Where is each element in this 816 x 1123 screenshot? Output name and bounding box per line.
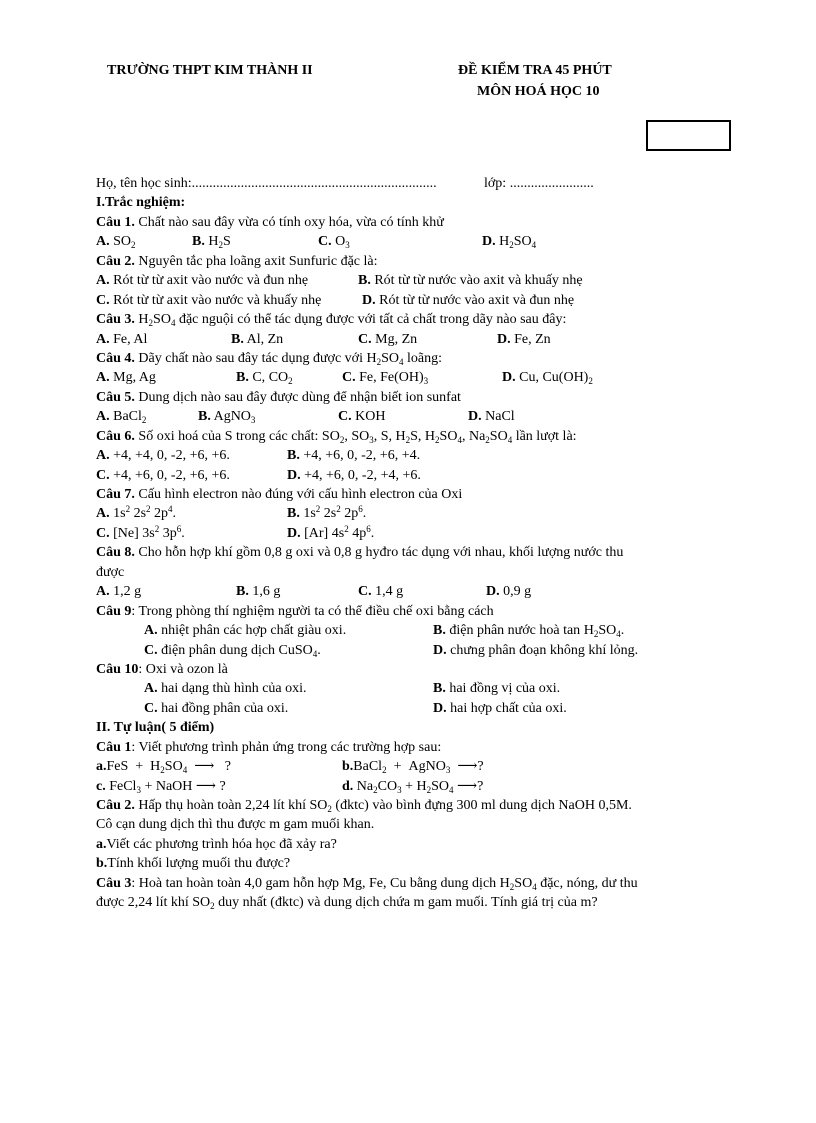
- q2-option-d: D. Rót từ từ nước vào axit và đun nhẹ: [362, 292, 575, 308]
- q4-options: [96, 368, 736, 387]
- q9-options-cd: [96, 641, 736, 660]
- q4-option-a: A. Mg, Ag: [96, 370, 156, 386]
- q4-option-c: C. Fe, $Fe(OH)_3$: [342, 370, 429, 387]
- student-info-line: [96, 174, 736, 193]
- essay-1-reactions-ab: [96, 757, 736, 776]
- name-blank: ......................................................................: [191, 176, 437, 191]
- q3-options: [96, 330, 736, 349]
- q1-option-c: C. $O_3$: [318, 234, 350, 251]
- question-2: Câu 2. Nguyên tắc pha loãng axit Sunfuric đặc là:: [96, 253, 378, 269]
- q5-option-b: B. AgNO$_3$: [198, 409, 256, 426]
- q6-option-d: D. +4, +6, 0, -2, +4, +6.: [287, 467, 421, 483]
- q6-options-cd: [96, 466, 736, 485]
- q1-label: Câu 1.: [96, 214, 135, 230]
- q4-option-b: B. C, $CO_2$: [236, 370, 293, 387]
- q5-option-c: C. KOH: [338, 409, 386, 425]
- reaction-a: $a.FeS + H_2SO_4$ ⟶ ?: [96, 759, 231, 776]
- q6-options-ab: [96, 446, 736, 465]
- essay-2-line2: Cô cạn dung dịch thì thu được m gam muối khan.: [96, 817, 375, 833]
- q9-option-d: D. chưng phân đoạn không khí lỏng.: [433, 642, 639, 658]
- question-1: [96, 213, 736, 232]
- q1-text: Chất nào sau đây vừa có tính oxy hóa, vừa có tính khử: [138, 214, 444, 230]
- essay-3: Câu 3: Hoà tan hoàn toàn 4,0 gam hỗn hợp Mg, Fe, Cu bằng dung dịch $H_2SO_4$ đặc, nóng, dư thu: [96, 875, 638, 892]
- question-6: Câu 6. Số oxi hoá của S trong các chất: $SO_2$, $SO_3$, S, $H_2S$, $H_2SO_4$, $Na_2SO_4$ lần lượt là:: [96, 428, 577, 445]
- q9-option-b: B. điện phân nước hoà $\tan H_2SO_4$.: [433, 623, 625, 640]
- q2-options-cd: [96, 291, 736, 310]
- q7-option-a: A. $1s^2$ $2s^2$ $2p^4$.: [96, 504, 177, 522]
- q2-option-a: A. Rót từ từ axit vào nước và đun nhẹ: [96, 273, 309, 289]
- q8-option-a: A. 1,2 g: [96, 584, 142, 600]
- reaction-d: d. $Na_2CO_3 + H_2SO_4$ ⟶?: [342, 778, 484, 795]
- question-8: Câu 8. Cho hỗn hợp khí gồm 0,8 g oxi và 0,8 g hyđro tác dụng với nhau, khối lượng nước thu: [96, 545, 624, 561]
- essay-2: Câu 2. Hấp thụ hoàn toàn 2,24 lít khí $SO_2$ (đktc) vào bình đựng 300 ml dung dịch NaOH 0,5M.: [96, 798, 632, 814]
- question-10: Câu 10: Oxi và ozon là: [96, 661, 228, 677]
- q4-option-d: D. Cu, $Cu(OH)_2$: [502, 370, 593, 387]
- q2-text: Nguyên tắc pha loãng axit Sunfuric đặc là:: [138, 253, 378, 269]
- q6-option-c: C. +4, +6, 0, -2, +6, +6.: [96, 467, 230, 483]
- essay-1: Câu 1: Viết phương trình phản ứng trong các trường hợp sau:: [96, 739, 442, 755]
- name-label: Họ, tên học sinh:: [96, 176, 192, 191]
- class-blank: ........................: [509, 176, 594, 191]
- score-box: [646, 120, 731, 151]
- q6-option-b: B. +4, +6, 0, -2, +6, +4.: [287, 448, 421, 464]
- q10-option-a: A. hai dạng thù hình của oxi.: [144, 681, 307, 697]
- q8-option-c: C. 1,4 g: [358, 584, 404, 600]
- q7-option-c: C. [Ne] $3s^2$ $3p^6$.: [96, 523, 185, 541]
- q1-options: [96, 232, 736, 251]
- q8-options: [96, 582, 736, 601]
- question-8-cont: được: [96, 564, 125, 580]
- q1-option-d: D. $H_2SO_4$: [482, 234, 537, 251]
- q9-option-a: A. nhiệt phân các hợp chất giàu oxi.: [144, 623, 347, 639]
- q8-option-b: B. 1,6 g: [236, 584, 281, 600]
- q10-option-b: B. hai đồng vị của oxi.: [433, 681, 561, 697]
- section-1-title: I.Trắc nghiệm:: [96, 195, 186, 211]
- subject-title: MÔN HOÁ HỌC 10: [477, 84, 600, 99]
- q5-option-d: D. NaCl: [468, 409, 515, 425]
- q10-option-c: C. hai đồng phân của oxi.: [144, 700, 289, 716]
- q10-option-d: D. hai hợp chất của oxi.: [433, 700, 567, 716]
- q9-options-ab: [96, 621, 736, 640]
- exam-content: [96, 174, 736, 913]
- q9-option-c: C. điện phân dung dịch CuSO$_4$.: [144, 642, 321, 659]
- q7-option-b: B. $1s^2$ $2s^2$ $2p^6$.: [287, 504, 367, 522]
- q3-option-b: B. Al, Zn: [231, 331, 284, 347]
- q7-option-d: D. [Ar] $4s^2$ $4p^6$.: [287, 523, 375, 541]
- q7-options-cd: [96, 524, 736, 543]
- q10-options-ab: [96, 679, 736, 698]
- q3-option-c: C. Mg, Zn: [358, 331, 418, 347]
- q2-option-c: C. Rót từ từ axit vào nước và khuấy nhẹ: [96, 292, 322, 308]
- exam-title: ĐỀ KIỂM TRA 45 PHÚT: [458, 63, 612, 78]
- q5-option-a: A. BaCl$_2$: [96, 409, 147, 426]
- question-5: Câu 5. Dung dịch nào sau đây được dùng để nhận biết ion sunfat: [96, 389, 461, 405]
- q10-options-cd: [96, 699, 736, 718]
- q5-options: [96, 407, 736, 426]
- q7-options-ab: [96, 504, 736, 523]
- essay-2-part-a: a.Viết các phương trình hóa học đã xảy ra?: [96, 836, 337, 852]
- q1-option-b: B. $H_2S$: [192, 234, 231, 251]
- question-4: Câu 4. Dãy chất nào sau đây tác dụng được với $H_2SO_4$ loãng:: [96, 350, 442, 367]
- essay-1-reactions-cd: [96, 777, 736, 796]
- q3-option-a: A. Fe, Al: [96, 331, 148, 347]
- school-name: TRƯỜNG THPT KIM THÀNH II: [107, 63, 313, 78]
- q2-options-ab: [96, 271, 736, 290]
- section-2-title: II. Tự luận( 5 điểm): [96, 720, 215, 736]
- essay-2-part-b: b.Tính khối lượng muối thu được?: [96, 856, 291, 872]
- question-3: Câu 3. $H_2SO_4$ đặc nguội có thể tác dụng được với tất cả chất trong dãy nào sau đây:: [96, 312, 567, 329]
- reaction-b: b.BaCl$_2$ + AgNO$_3$ ⟶?: [342, 759, 484, 776]
- q1-option-a: A. $SO_2$: [96, 234, 136, 251]
- q3-option-d: D. Fe, Zn: [497, 331, 551, 347]
- essay-3-line2: được 2,24 lít khí $SO_2$ duy nhất (đktc) và dung dịch chứa m gam muối. Tính giá trị của m?: [96, 895, 598, 912]
- question-9: Câu 9: Trong phòng thí nghiệm người ta có thể điều chế oxi bằng cách: [96, 603, 494, 619]
- class-label: lớp:: [484, 176, 507, 191]
- question-7: Câu 7. Cấu hình electron nào đúng với cấu hình electron của Oxi: [96, 487, 463, 502]
- q2-option-b: B. Rót từ từ nước vào axit và khuấy nhẹ: [358, 273, 583, 289]
- q8-option-d: D. 0,9 g: [486, 584, 532, 600]
- reaction-c: c. FeCl$_3$ + NaOH ⟶ ?: [96, 778, 226, 795]
- q6-option-a: A. +4, +4, 0, -2, +6, +6.: [96, 448, 230, 464]
